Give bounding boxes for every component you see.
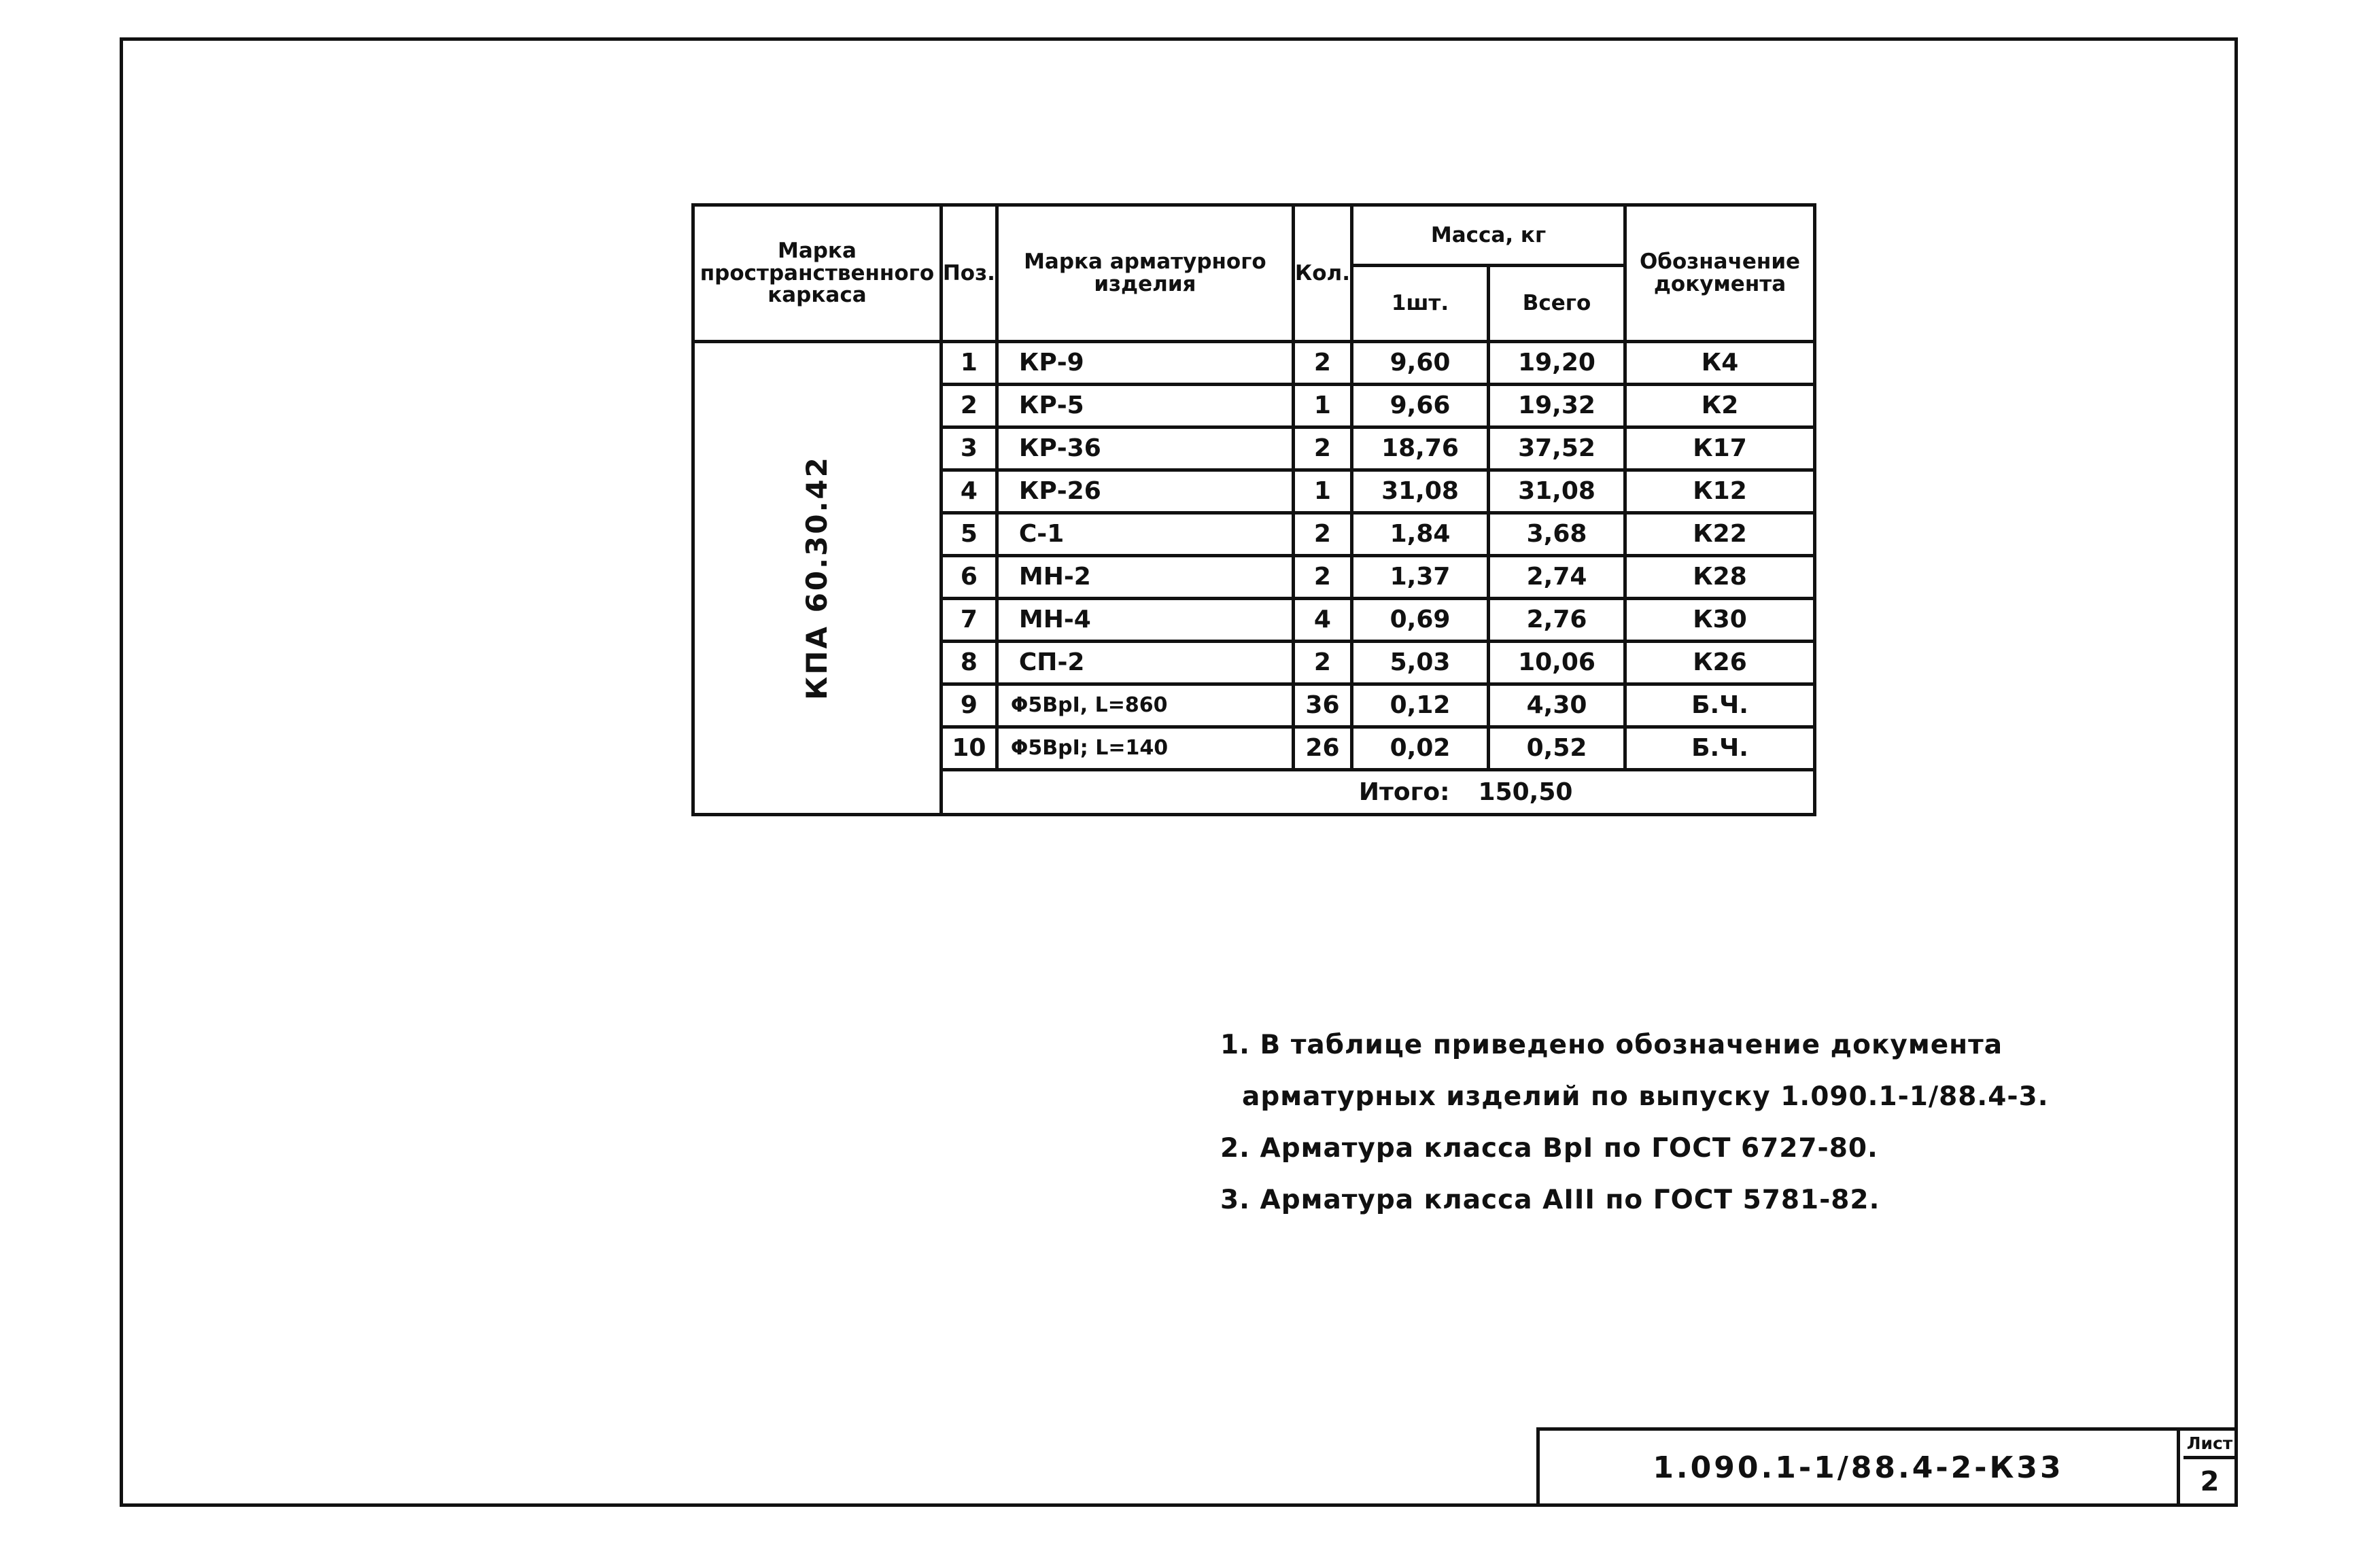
cell-total-mass: 3,68 <box>1489 513 1625 556</box>
cell-mark: КР-9 <box>997 342 1293 385</box>
header-item-mark: Марка арматурного изделия <box>997 205 1293 342</box>
cell-qty: 2 <box>1293 428 1351 470</box>
cell-mark: Φ5ВрI, L=860 <box>997 684 1293 727</box>
cell-unit-mass: 1,37 <box>1352 556 1489 599</box>
cell-qty: 26 <box>1293 727 1351 770</box>
cell-total-mass: 10,06 <box>1489 642 1625 684</box>
cell-unit-mass: 0,02 <box>1352 727 1489 770</box>
cell-unit-mass: 31,08 <box>1352 470 1489 513</box>
header-pos: Поз. <box>941 205 997 342</box>
header-unit-mass: 1шт. <box>1352 266 1489 342</box>
cell-doc: К17 <box>1625 428 1815 470</box>
total-cell <box>941 770 1814 815</box>
header-total-mass: Всего <box>1489 266 1625 342</box>
cell-pos: 10 <box>941 727 997 770</box>
cell-mark: Φ5ВрI; L=140 <box>997 727 1293 770</box>
header-qty: Кол. <box>1293 205 1351 342</box>
cell-doc: Б.Ч. <box>1625 684 1815 727</box>
notes-block <box>1220 1020 2049 1226</box>
cell-pos: 7 <box>941 599 997 642</box>
title-block <box>1536 1427 2235 1505</box>
cell-qty: 2 <box>1293 513 1351 556</box>
frame-mark-value: КПА 60.30.42 <box>799 455 833 701</box>
cell-doc: Б.Ч. <box>1625 727 1815 770</box>
cell-unit-mass: 18,76 <box>1352 428 1489 470</box>
cell-total-mass: 19,20 <box>1489 342 1625 385</box>
cell-mark: КР-36 <box>997 428 1293 470</box>
header-mass: Масса, кг <box>1352 205 1625 266</box>
cell-total-mass: 0,52 <box>1489 727 1625 770</box>
cell-pos: 1 <box>941 342 997 385</box>
cell-qty: 36 <box>1293 684 1351 727</box>
cell-pos: 4 <box>941 470 997 513</box>
cell-mark: МН-2 <box>997 556 1293 599</box>
cell-doc: К2 <box>1625 385 1815 428</box>
cell-unit-mass: 5,03 <box>1352 642 1489 684</box>
cell-total-mass: 19,32 <box>1489 385 1625 428</box>
cell-pos: 9 <box>941 684 997 727</box>
cell-mark: КР-5 <box>997 385 1293 428</box>
cell-pos: 8 <box>941 642 997 684</box>
cell-mark: СП-2 <box>997 642 1293 684</box>
cell-doc: К30 <box>1625 599 1815 642</box>
note-line: арматурных изделий по выпуску 1.090.1-1/88.4-3. <box>1242 1081 2049 1112</box>
specification-table <box>691 203 1816 816</box>
cell-total-mass: 2,76 <box>1489 599 1625 642</box>
cell-pos: 2 <box>941 385 997 428</box>
table-row <box>693 342 1815 385</box>
note-line: 1. В таблице приведено обозначение документа <box>1220 1030 2003 1060</box>
cell-unit-mass: 9,66 <box>1352 385 1489 428</box>
cell-qty: 1 <box>1293 385 1351 428</box>
header-frame-mark: Марка пространственного каркаса <box>693 205 942 342</box>
cell-mark: КР-26 <box>997 470 1293 513</box>
total-label: Итого: <box>1358 778 1450 806</box>
sheet-number: 2 <box>2200 1466 2220 1497</box>
document-code: 1.090.1-1/88.4-2-К33 <box>1540 1431 2180 1505</box>
note-line: 2. Арматура класса ВрI по ГОСТ 6727-80. <box>1220 1133 1878 1164</box>
cell-pos: 6 <box>941 556 997 599</box>
cell-mark: С-1 <box>997 513 1293 556</box>
frame-mark-cell <box>693 342 942 815</box>
note-line: 3. Арматура класса АIII по ГОСТ 5781-82. <box>1220 1185 1880 1215</box>
sheet-label: Лист <box>2183 1431 2236 1459</box>
cell-total-mass: 37,52 <box>1489 428 1625 470</box>
cell-pos: 5 <box>941 513 997 556</box>
cell-doc: К22 <box>1625 513 1815 556</box>
cell-unit-mass: 1,84 <box>1352 513 1489 556</box>
cell-unit-mass: 0,12 <box>1352 684 1489 727</box>
cell-total-mass: 4,30 <box>1489 684 1625 727</box>
cell-qty: 1 <box>1293 470 1351 513</box>
cell-doc: К12 <box>1625 470 1815 513</box>
total-value: 150,50 <box>1478 778 1573 806</box>
cell-total-mass: 31,08 <box>1489 470 1625 513</box>
cell-unit-mass: 9,60 <box>1352 342 1489 385</box>
cell-total-mass: 2,74 <box>1489 556 1625 599</box>
cell-doc: К4 <box>1625 342 1815 385</box>
cell-pos: 3 <box>941 428 997 470</box>
cell-unit-mass: 0,69 <box>1352 599 1489 642</box>
cell-doc: К26 <box>1625 642 1815 684</box>
cell-doc: К28 <box>1625 556 1815 599</box>
cell-mark: МН-4 <box>997 599 1293 642</box>
cell-qty: 2 <box>1293 642 1351 684</box>
header-doc: Обозначение документа <box>1625 205 1815 342</box>
cell-qty: 4 <box>1293 599 1351 642</box>
cell-qty: 2 <box>1293 342 1351 385</box>
cell-qty: 2 <box>1293 556 1351 599</box>
